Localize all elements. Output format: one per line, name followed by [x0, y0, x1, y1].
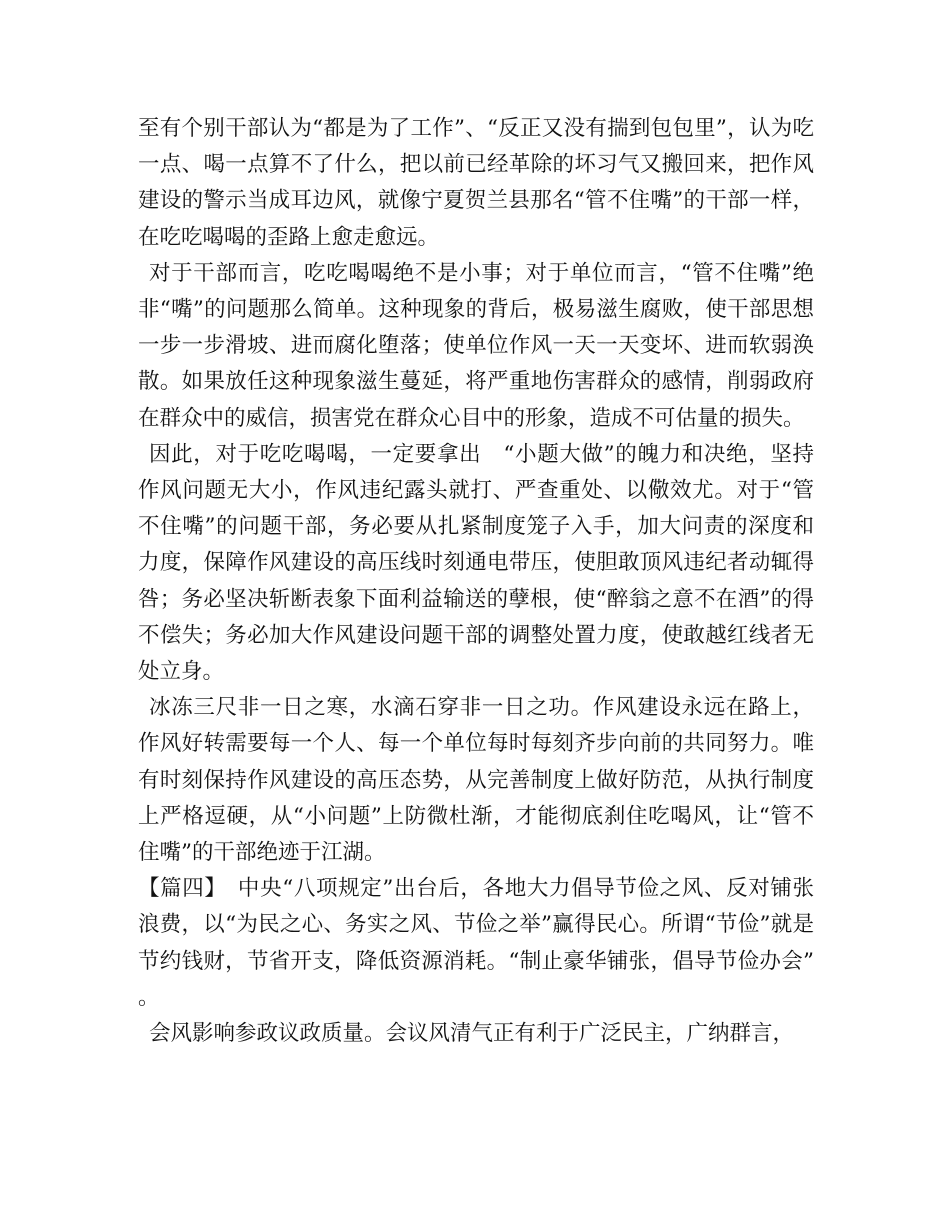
- paragraph-3: 因此，对于吃吃喝喝，一定要拿出 “小题大做”的魄力和决绝，坚持作风问题无大小，作风违纪露头就打、严查重处、以儆效尤。对于“管不住嘴”的问题干部，务必要从扎紧制度笼子入手，加大问责的深度和力度，保障作风建设的高压线时刻通电带压，使胆敢顶风违纪者动辄得咎；务必坚决斩断表象下面利益输送的孽根，使“醉翁之意不在酒”的得不偿失；务必加大作风建设问题干部的调整处置力度，使敢越红线者无处立身。: [138, 441, 814, 685]
- document-page: [138, 111, 814, 1052]
- paragraph-1: 至有个别干部认为“都是为了工作”、“反正又没有揣到包包里”，认为吃一点、喝一点算不了什么，把以前已经革除的坏习气又搬回来，把作风建设的警示当成耳边风，就像宁夏贺兰县那名“管不住嘴”的干部一样，在吃吃喝喝的歪路上愈走愈远。: [138, 116, 814, 250]
- paragraph-4: 冰冻三尺非一日之寒，水滴石穿非一日之功。作风建设永远在路上，作风好转需要每一个人、每一个单位每时每刻齐步向前的共同努力。唯有时刻保持作风建设的高压态势，从完善制度上做好防范，从执行制度上严格逗硬，从“小问题”上防微杜渐，才能彻底刹住吃喝风，让“管不住嘴”的干部绝迹于江湖。: [138, 695, 814, 866]
- paragraph-6: 会风影响参政议政质量。会议风清气正有利于广泛民主，广纳群言，: [149, 1021, 795, 1047]
- paragraph-5: 【篇四】 中央“八项规定”出台后，各地大力倡导节俭之风、反对铺张浪费，以“为民之心、务实之风、节俭之举”赢得民心。所谓“节俭”就是节约钱财，节省开支，降低资源消耗。“制止豪华铺张，倡导节俭办会”。: [138, 876, 814, 1010]
- paragraph-2: 对于干部而言，吃吃喝喝绝不是小事；对于单位而言，“管不住嘴”绝非“嘴”的问题那么简单。这种现象的背后，极易滋生腐败，使干部思想一步一步滑坡、进而腐化堕落；使单位作风一天一天变坏、进而软弱涣散。如果放任这种现象滋生蔓延，将严重地伤害群众的感情，削弱政府在群众中的威信，损害党在群众心目中的形象，造成不可估量的损失。: [138, 260, 814, 431]
